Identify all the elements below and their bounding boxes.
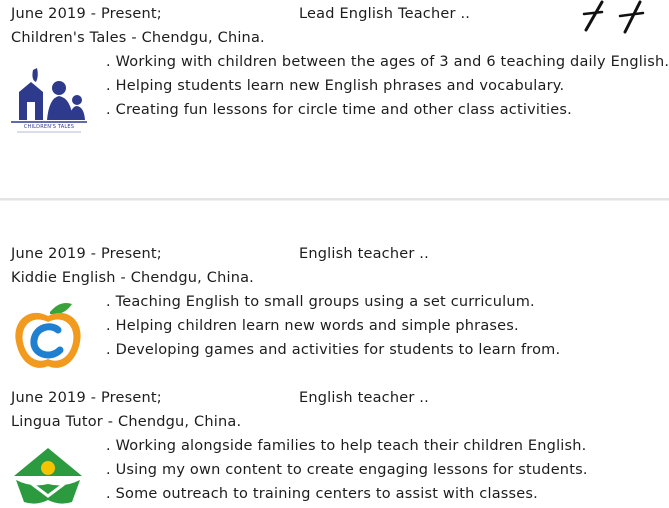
entry-bullet: . Teaching English to small groups using a set curriculum. (106, 294, 535, 310)
entry-bullet: . Helping students learn new English phrases and vocabulary. (106, 78, 565, 94)
entry-bullet: . Working with children between the ages of 3 and 6 teaching daily English. (106, 54, 669, 70)
entry-role: English teacher .. (299, 390, 429, 406)
entry-company: Children's Tales - Chendgu, China. (11, 30, 265, 46)
brush-stroke-decoration (580, 0, 669, 34)
entry-date: June 2019 - Present; (11, 6, 162, 22)
childrens-tales-logo (9, 62, 89, 134)
entry-date: June 2019 - Present; (11, 246, 162, 262)
entry-bullet: . Some outreach to training centers to assist with classes. (106, 486, 538, 502)
entry-bullet: . Helping children learn new words and simple phrases. (106, 318, 519, 334)
lingua-tutor-logo (10, 444, 86, 508)
entry-company: Lingua Tutor - Chendgu, China. (11, 414, 242, 430)
entry-bullet: . Developing games and activities for students to learn from. (106, 342, 561, 358)
entry-bullet: . Working alongside families to help teach their children English. (106, 438, 587, 454)
entry-bullet: . Using my own content to create engaging lessons for students. (106, 462, 588, 478)
kiddie-english-apple-logo (10, 298, 86, 374)
entry-date: June 2019 - Present; (11, 390, 162, 406)
section-divider (0, 198, 669, 201)
entry-role: Lead English Teacher .. (299, 6, 471, 22)
entry-bullet: . Creating fun lessons for circle time and other class activities. (106, 102, 572, 118)
logo-caption: CHILDREN'S TALES (23, 124, 75, 130)
entry-company: Kiddie English - Chendgu, China. (11, 270, 254, 286)
entry-role: English teacher .. (299, 246, 429, 262)
